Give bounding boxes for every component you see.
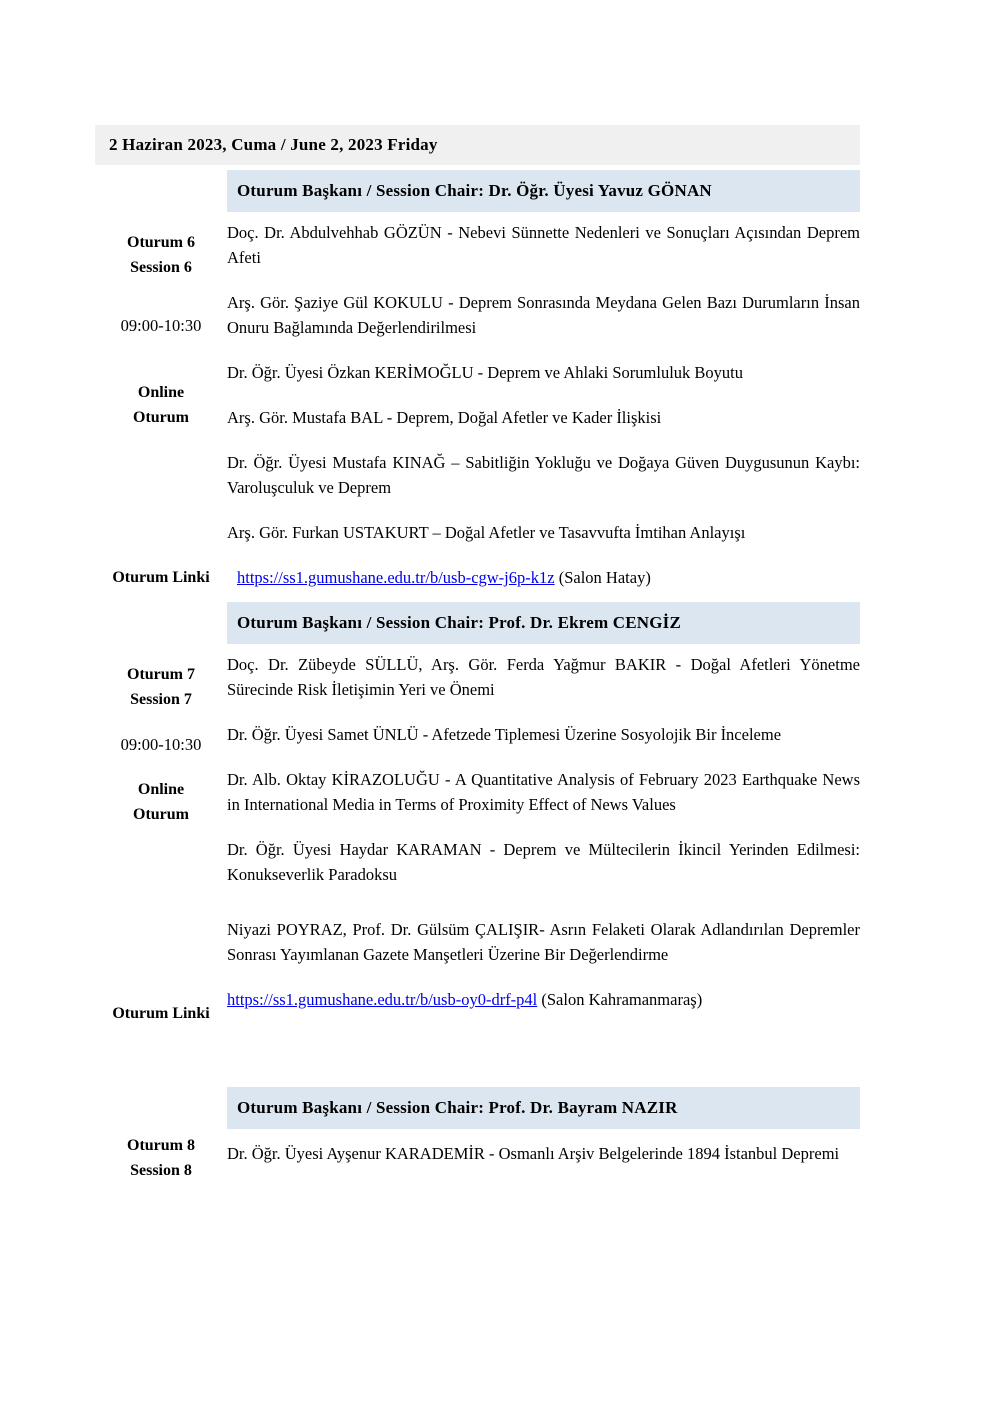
session-label-en: Session 7 bbox=[130, 691, 192, 708]
session-7-link-line bbox=[227, 987, 860, 1012]
session-6-block bbox=[95, 170, 860, 590]
talk-item: Arş. Gör. Mustafa BAL - Deprem, Doğal Afetler ve Kader İlişkisi bbox=[227, 408, 662, 427]
session-7-block bbox=[95, 602, 860, 1022]
time-label: 09:00-10:30 bbox=[120, 315, 202, 335]
session-8-chair-header: Oturum Başkanı / Session Chair: Prof. Dr. Bayram NAZIR bbox=[227, 1087, 860, 1129]
online-label-2: Oturum bbox=[133, 806, 189, 823]
session-6-time bbox=[95, 290, 227, 360]
session-label-tr: Oturum 6 bbox=[127, 234, 195, 251]
session-label-tr: Oturum 8 bbox=[127, 1137, 195, 1154]
talk-item: Arş. Gör. Şaziye Gül KOKULU - Deprem Sonrasında Meydana Gelen Bazı Durumların İnsan Onuru Bağlamında Değerlendirilmesi bbox=[227, 293, 860, 337]
session-7-online bbox=[95, 767, 227, 837]
date-header: 2 Haziran 2023, Cuma / June 2, 2023 Friday bbox=[95, 125, 860, 165]
session-6-chair-header: Oturum Başkanı / Session Chair: Dr. Öğr. Üyesi Yavuz GÖNAN bbox=[227, 170, 860, 212]
empty-cell bbox=[95, 170, 227, 212]
session-7-link-label bbox=[95, 987, 227, 1022]
talk-item: Dr. Öğr. Üyesi Haydar KARAMAN - Deprem ve Mültecilerin İkincil Yerinden Edilmesi: Konukseverlik Paradoksu bbox=[227, 840, 860, 884]
session-label-en: Session 8 bbox=[130, 1162, 192, 1179]
session-6-link[interactable]: https://ss1.gumushane.edu.tr/b/usb-cgw-j6p-k1z bbox=[237, 568, 555, 587]
program-page bbox=[95, 125, 860, 1191]
session-label-en: Session 6 bbox=[130, 259, 192, 276]
room-label: (Salon Kahramanmaraş) bbox=[541, 990, 703, 1009]
talk-item: Doç. Dr. Abdulvehhab GÖZÜN - Nebevi Sünnette Nedenleri ve Sonuçları Açısından Deprem Afeti bbox=[227, 223, 860, 267]
time-label: 09:00-10:30 bbox=[120, 735, 202, 754]
talk-item: Dr. Öğr. Üyesi Özkan KERİMOĞLU - Deprem ve Ahlaki Sorumluluk Boyutu bbox=[227, 363, 744, 382]
talk-item: Dr. Öğr. Üyesi Mustafa KINAĞ – Sabitliğin Yokluğu ve Doğaya Güven Duygusunun Kaybı: Varoluşculuk ve Deprem bbox=[227, 453, 860, 497]
talk-item: Niyazi POYRAZ, Prof. Dr. Gülsüm ÇALIŞIR- Asrın Felaketi Olarak Adlandırılan Depremler Sonrası Yayımlanan Gazete Manşetleri Üzerine Bir Değerlendirme bbox=[227, 920, 860, 964]
session-8-block bbox=[95, 1087, 860, 1191]
empty-cell bbox=[95, 837, 227, 907]
empty-cell bbox=[95, 602, 227, 644]
online-label-2: Oturum bbox=[133, 409, 189, 426]
session-6-label bbox=[95, 220, 227, 290]
session-6-link-line bbox=[227, 565, 860, 590]
link-label: Oturum Linki bbox=[112, 569, 210, 586]
talk-item: Doç. Dr. Zübeyde SÜLLÜ, Arş. Gör. Ferda Yağmur BAKIR - Doğal Afetleri Yönetme Sürecinde Risk İletişimin Yeri ve Önemi bbox=[227, 655, 860, 699]
link-label: Oturum Linki bbox=[112, 1005, 210, 1022]
empty-cell bbox=[95, 450, 227, 565]
talk-item: Dr. Alb. Oktay KİRAZOLUĞU - A Quantitative Analysis of February 2023 Earthquake News in International Media in Terms of Proximity Effect of News Values bbox=[227, 770, 860, 814]
session-7-chair-header: Oturum Başkanı / Session Chair: Prof. Dr. Ekrem CENGİZ bbox=[227, 602, 860, 644]
session-label-tr: Oturum 7 bbox=[127, 666, 195, 683]
session-6-link-label bbox=[95, 565, 227, 590]
session-7-link[interactable]: https://ss1.gumushane.edu.tr/b/usb-oy0-drf-p4l bbox=[227, 990, 538, 1009]
talk-item: Dr. Öğr. Üyesi Samet ÜNLÜ - Afetzede Tiplemesi Üzerine Sosyolojik Bir İnceleme bbox=[227, 725, 782, 744]
session-7-label bbox=[95, 652, 227, 722]
empty-cell bbox=[95, 1087, 227, 1129]
talk-item: Dr. Öğr. Üyesi Ayşenur KARADEMİR - Osmanlı Arşiv Belgelerinde 1894 İstanbul Depremi bbox=[227, 1144, 840, 1163]
online-label-1: Online bbox=[137, 781, 185, 798]
empty-cell bbox=[95, 917, 227, 987]
session-7-time bbox=[95, 722, 227, 767]
online-label-1: Online bbox=[137, 384, 185, 401]
room-label: (Salon Hatay) bbox=[558, 568, 651, 587]
session-6-online bbox=[95, 360, 227, 450]
session-8-label bbox=[95, 1137, 227, 1191]
talk-item: Arş. Gör. Furkan USTAKURT – Doğal Afetler ve Tasavvufta İmtihan Anlayışı bbox=[227, 523, 746, 542]
